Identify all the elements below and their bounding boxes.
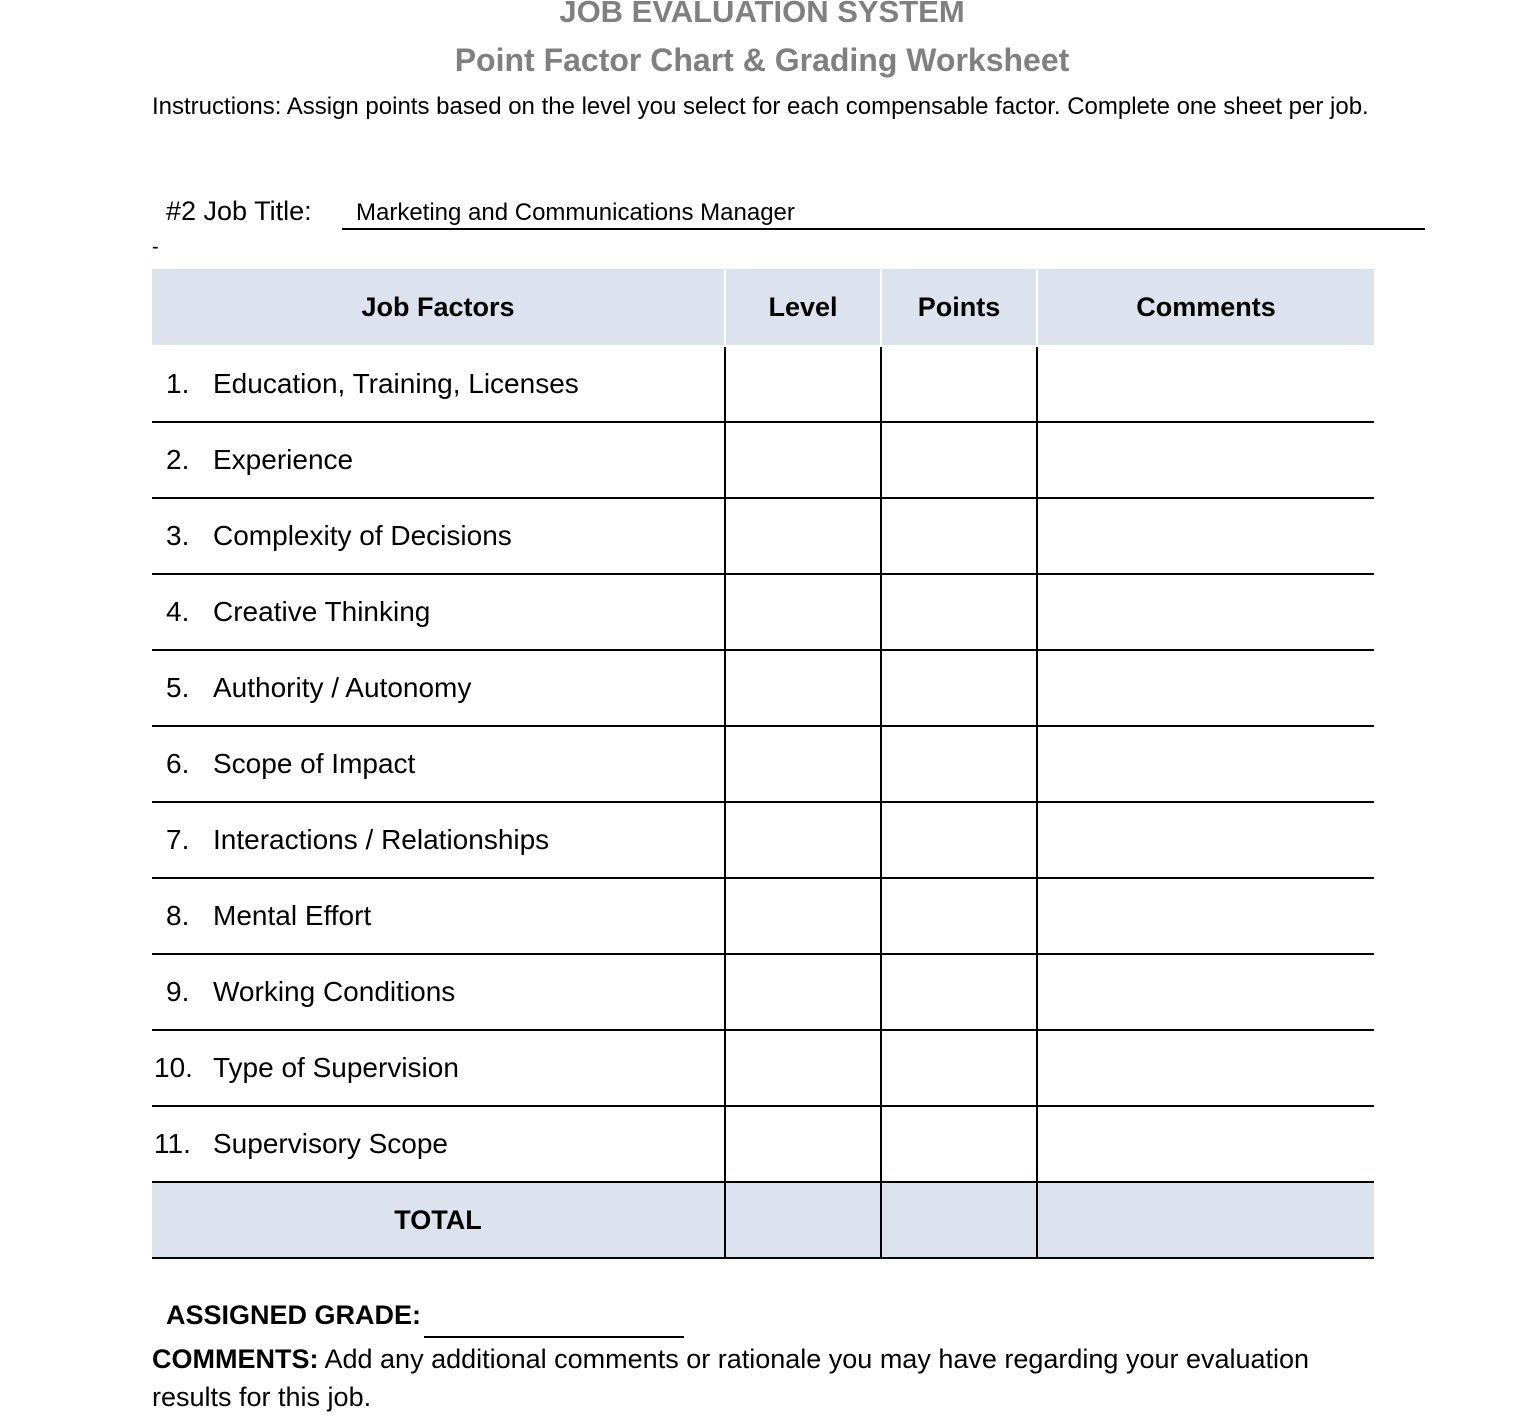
job-title-field[interactable]: Marketing and Communications Manager <box>342 198 1425 230</box>
table-row <box>152 422 1374 498</box>
table-row <box>152 878 1374 954</box>
factor-rows <box>152 346 1374 1182</box>
assigned-grade-field[interactable] <box>424 1308 684 1338</box>
factor-cell <box>152 498 725 574</box>
comments-cell[interactable] <box>1037 498 1374 574</box>
comments-lead: COMMENTS: <box>152 1344 319 1374</box>
level-cell[interactable] <box>725 1030 881 1106</box>
level-cell[interactable] <box>725 954 881 1030</box>
level-cell[interactable] <box>725 574 881 650</box>
header-points: Points <box>881 269 1037 346</box>
points-cell[interactable] <box>881 954 1037 1030</box>
factor-name: Interactions / Relationships <box>213 824 550 855</box>
table-row <box>152 498 1374 574</box>
factor-name: Working Conditions <box>213 976 456 1007</box>
comments-cell[interactable] <box>1037 346 1374 422</box>
factor-name: Type of Supervision <box>213 1052 459 1083</box>
header-job-factors: Job Factors <box>152 269 725 346</box>
level-cell[interactable] <box>725 422 881 498</box>
instructions-text: Instructions: Assign points based on the level you select for each compensable factor. Complete one sheet per job. <box>152 93 1369 120</box>
comments-cell[interactable] <box>1037 726 1374 802</box>
table-header-row <box>152 269 1374 346</box>
level-cell[interactable] <box>725 1106 881 1182</box>
factor-number: 3. <box>166 520 190 551</box>
table-row <box>152 1106 1374 1182</box>
header-level: Level <box>725 269 881 346</box>
level-cell[interactable] <box>725 726 881 802</box>
comments-cell[interactable] <box>1037 1106 1374 1182</box>
table-row <box>152 954 1374 1030</box>
comments-paragraph <box>152 1340 1382 1416</box>
factor-cell <box>152 1030 725 1106</box>
comments-cell[interactable] <box>1037 954 1374 1030</box>
comments-text: Add any additional comments or rationale you may have regarding your evaluation results for this job. <box>152 1344 1310 1412</box>
factor-cell <box>152 954 725 1030</box>
factor-number: 6. <box>166 748 190 779</box>
document-subtitle: Point Factor Chart & Grading Worksheet <box>454 42 1070 78</box>
points-cell[interactable] <box>881 878 1037 954</box>
comments-cell[interactable] <box>1037 802 1374 878</box>
factor-name: Creative Thinking <box>213 596 431 627</box>
comments-cell[interactable] <box>1037 1030 1374 1106</box>
factor-name: Education, Training, Licenses <box>213 368 579 399</box>
factor-cell <box>152 346 725 422</box>
job-title-label: #2 Job Title: <box>166 196 312 226</box>
factor-cell <box>152 650 725 726</box>
factor-number: 11. <box>154 1128 191 1159</box>
factor-cell <box>152 574 725 650</box>
level-cell[interactable] <box>725 650 881 726</box>
factor-number: 9. <box>166 976 190 1007</box>
table-row <box>152 346 1374 422</box>
points-cell[interactable] <box>881 422 1037 498</box>
factor-cell <box>152 802 725 878</box>
factor-name: Mental Effort <box>213 900 372 931</box>
factor-cell <box>152 878 725 954</box>
level-cell[interactable] <box>725 802 881 878</box>
factor-cell <box>152 726 725 802</box>
table-row <box>152 1030 1374 1106</box>
points-cell[interactable] <box>881 498 1037 574</box>
factor-name: Supervisory Scope <box>213 1128 449 1159</box>
factor-number: 8. <box>166 900 190 931</box>
point-factor-table <box>152 269 1374 1259</box>
comments-cell[interactable] <box>1037 574 1374 650</box>
factor-cell <box>152 422 725 498</box>
points-cell[interactable] <box>881 1030 1037 1106</box>
points-cell[interactable] <box>881 650 1037 726</box>
level-cell[interactable] <box>725 346 881 422</box>
total-level-cell[interactable] <box>725 1182 881 1258</box>
comments-cell[interactable] <box>1037 878 1374 954</box>
factor-number: 1. <box>166 368 190 399</box>
table-row <box>152 726 1374 802</box>
factor-number: 2. <box>166 444 190 475</box>
level-cell[interactable] <box>725 498 881 574</box>
factor-cell <box>152 1106 725 1182</box>
level-cell[interactable] <box>725 878 881 954</box>
points-cell[interactable] <box>881 726 1037 802</box>
table-row <box>152 802 1374 878</box>
assigned-grade-label: ASSIGNED GRADE: <box>166 1300 422 1330</box>
points-cell[interactable] <box>881 1106 1037 1182</box>
factor-name: Authority / Autonomy <box>213 672 472 703</box>
total-comments-cell[interactable] <box>1037 1182 1374 1258</box>
factor-name: Complexity of Decisions <box>213 520 512 551</box>
comments-cell[interactable] <box>1037 650 1374 726</box>
points-cell[interactable] <box>881 802 1037 878</box>
header-comments: Comments <box>1037 269 1374 346</box>
factor-number: 7. <box>166 824 190 855</box>
total-row <box>152 1182 1374 1258</box>
total-label: TOTAL <box>152 1182 725 1258</box>
total-points-cell[interactable] <box>881 1182 1037 1258</box>
document-title: JOB EVALUATION SYSTEM <box>559 0 965 29</box>
factor-number: 5. <box>166 672 190 703</box>
dash-mark: - <box>152 236 159 258</box>
factor-name: Scope of Impact <box>213 748 416 779</box>
factor-name: Experience <box>213 444 354 475</box>
comments-cell[interactable] <box>1037 422 1374 498</box>
table-row <box>152 650 1374 726</box>
points-cell[interactable] <box>881 346 1037 422</box>
points-cell[interactable] <box>881 574 1037 650</box>
table-row <box>152 574 1374 650</box>
factor-number: 10. <box>154 1052 193 1083</box>
factor-number: 4. <box>166 596 190 627</box>
